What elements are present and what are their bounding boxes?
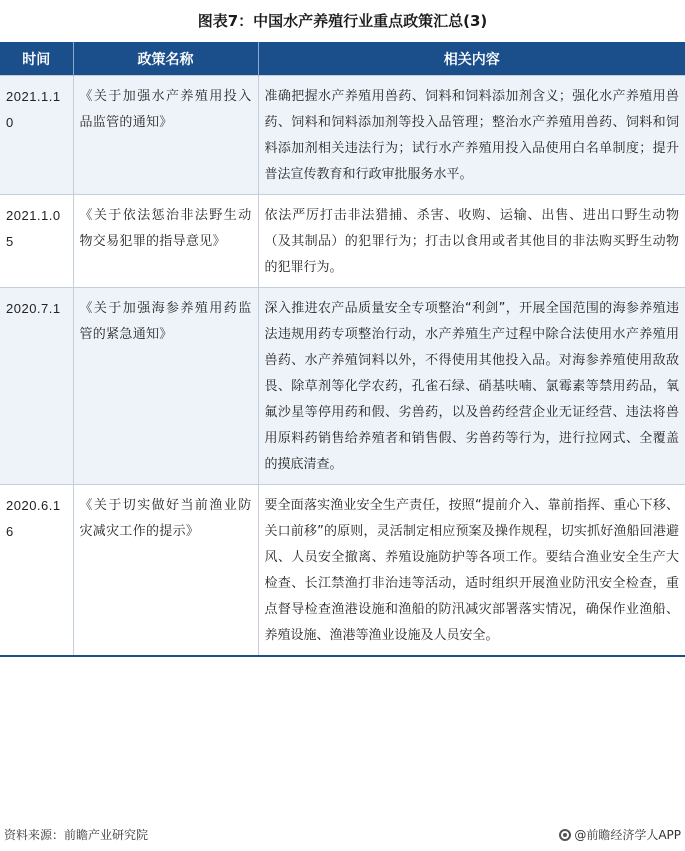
- row-policy-name: 《关于加强水产养殖用投入品监管的通知》: [73, 76, 258, 195]
- table-row: [0, 288, 685, 485]
- header-content: 相关内容: [258, 42, 685, 76]
- header-date: 时间: [22, 51, 51, 68]
- header-policy-name: 政策名称: [73, 42, 258, 76]
- source-note: 资料来源：前瞻产业研究院: [4, 828, 149, 842]
- brand-logo-icon: [559, 829, 571, 841]
- row-date: 2020.6.16: [0, 485, 73, 656]
- table-header-row: [0, 42, 685, 76]
- row-date: 2021.1.10: [0, 76, 73, 195]
- row-content: 要全面落实渔业安全生产责任，按照“提前介入、靠前指挥、重心下移、关口前移”的原则，灵活制定相应预案及操作规程，切实抓好渔船回港避风、人员安全撤离、养殖设施防护等各项工作。要结合渔业安全生产大检查、长江禁渔打非治违等活动，适时组织开展渔业防汛安全检查，重点督导检查渔港设施和渔船的防汛减灾部署落实情况，确保作业渔船、养殖设施、渔港等渔业设施及人员安全。: [258, 485, 685, 656]
- row-policy-name: 《关于切实做好当前渔业防灾减灾工作的提示》: [73, 485, 258, 656]
- row-date: 2021.1.05: [0, 195, 73, 288]
- brand-label: @前瞻经济学人APP: [574, 828, 681, 842]
- policy-table: [0, 42, 685, 655]
- table-row: [0, 76, 685, 195]
- chart-title: 图表7：中国水产养殖行业重点政策汇总(3): [197, 12, 488, 30]
- row-content: 准确把握水产养殖用兽药、饲料和饲料添加剂含义；强化水产养殖用兽药、饲料和饲料添加剂等投入品管理；整治水产养殖用兽药、饲料和饲料添加剂相关违法行为；试行水产养殖用投入品使用白名单制度；提升普法宣传教育和行政审批服务水平。: [258, 76, 685, 195]
- row-content: 深入推进农产品质量安全专项整治“利剑”，开展全国范围的海参养殖违法违规用药专项整治行动，水产养殖生产过程中除合法使用水产养殖用兽药、水产养殖饲料以外，不得使用其他投入品。对海参养殖使用敌敌畏、除草剂等化学农药，孔雀石绿、硝基呋喃、氯霉素等禁用药品，氧氟沙星等停用药和假、劣兽药，以及兽药经营企业无证经营、违法将兽用原料药销售给养殖者和销售假、劣兽药等行为，进行拉网式、全覆盖的摸底清查。: [258, 288, 685, 485]
- table-row: [0, 195, 685, 288]
- row-content: 依法严厉打击非法猎捕、杀害、收购、运输、出售、进出口野生动物（及其制品）的犯罪行为；打击以食用或者其他目的非法购买野生动物的犯罪行为。: [258, 195, 685, 288]
- table-bottom-rule: [0, 655, 685, 657]
- row-date: 2020.7.1: [0, 288, 73, 485]
- row-policy-name: 《关于依法惩治非法野生动物交易犯罪的指导意见》: [73, 195, 258, 288]
- brand-watermark: [559, 824, 681, 846]
- table-row: [0, 485, 685, 656]
- row-policy-name: 《关于加强海参养殖用药监管的紧急通知》: [73, 288, 258, 485]
- footer: [0, 824, 685, 846]
